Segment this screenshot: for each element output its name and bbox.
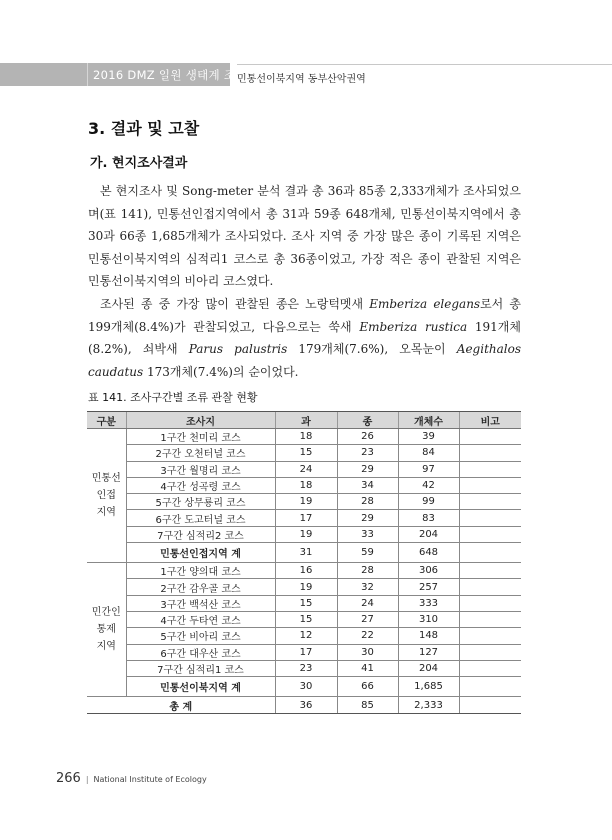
header-divider bbox=[237, 64, 612, 65]
family-count: 15 bbox=[275, 611, 337, 627]
column-header: 개체수 bbox=[398, 412, 459, 429]
note bbox=[459, 510, 521, 526]
site-name: 2구간 감우골 코스 bbox=[126, 579, 275, 595]
region-label-line: 민간인 bbox=[91, 607, 121, 619]
species-count: 26 bbox=[337, 429, 398, 445]
note bbox=[459, 477, 521, 493]
column-header: 구분 bbox=[87, 412, 126, 429]
site-name: 2구간 오천터널 코스 bbox=[126, 445, 275, 461]
individual-count: 84 bbox=[398, 445, 459, 461]
site-name: 1구간 양의대 코스 bbox=[126, 563, 275, 579]
table-row bbox=[87, 563, 521, 579]
note bbox=[459, 579, 521, 595]
site-name: 6구간 대우산 코스 bbox=[126, 644, 275, 660]
note bbox=[459, 644, 521, 660]
site-name: 민통선이북지역 계 bbox=[126, 677, 275, 697]
total-label: 총 계 bbox=[87, 697, 275, 714]
species-count: 32 bbox=[337, 579, 398, 595]
species-count: 22 bbox=[337, 628, 398, 644]
table-row bbox=[87, 445, 521, 461]
species-name: Parus palustris bbox=[188, 342, 288, 356]
footer-separator: | bbox=[85, 775, 89, 784]
note bbox=[459, 628, 521, 644]
species-count: 59 bbox=[337, 543, 398, 563]
species-count: 30 bbox=[337, 644, 398, 660]
note bbox=[459, 611, 521, 627]
region-label bbox=[87, 429, 126, 563]
table-row bbox=[87, 579, 521, 595]
page-number: 266 bbox=[56, 771, 81, 786]
table-row bbox=[87, 595, 521, 611]
species-count: 41 bbox=[337, 660, 398, 676]
header-series-title: 2016 DMZ 일원 생태계 조사 bbox=[93, 68, 247, 82]
header-chapter-title: 민통선이북지역 동부산악권역 bbox=[237, 74, 366, 85]
region-label-line: 통제 bbox=[96, 624, 116, 636]
note bbox=[459, 429, 521, 445]
note bbox=[459, 445, 521, 461]
text: 191개체(8.2%), 쇠박새 bbox=[88, 319, 521, 356]
site-name: 7구간 심적리1 코스 bbox=[126, 660, 275, 676]
individual-count: 204 bbox=[398, 660, 459, 676]
column-header: 비고 bbox=[459, 412, 521, 429]
species-count: 28 bbox=[337, 494, 398, 510]
subsection-title: 가. 현지조사결과 bbox=[90, 156, 188, 171]
individual-count: 648 bbox=[398, 543, 459, 563]
site-name: 3구간 백석산 코스 bbox=[126, 595, 275, 611]
species-count: 29 bbox=[337, 510, 398, 526]
family-count: 24 bbox=[275, 461, 337, 477]
family-count: 16 bbox=[275, 563, 337, 579]
text: 조사된 종 중 가장 많이 관찰된 종은 노랑턱멧새 bbox=[100, 297, 370, 311]
text: 173개체(7.4%)의 순이었다. bbox=[143, 364, 299, 379]
table-row bbox=[87, 494, 521, 510]
region-label bbox=[87, 563, 126, 697]
individual-count: 39 bbox=[398, 429, 459, 445]
individual-count: 310 bbox=[398, 611, 459, 627]
section-title: 3. 결과 및 고찰 bbox=[88, 119, 200, 138]
table-row bbox=[87, 611, 521, 627]
footer-organization: National Institute of Ecology bbox=[93, 775, 207, 784]
species-count: 24 bbox=[337, 595, 398, 611]
individual-count: 127 bbox=[398, 644, 459, 660]
family-count: 18 bbox=[275, 429, 337, 445]
table-row bbox=[87, 429, 521, 445]
text: 로서 총 199개체(8.4%)가 관찰되었고, 다음으로는 쑥새 bbox=[88, 297, 521, 334]
family-count: 15 bbox=[275, 595, 337, 611]
table-header-row bbox=[87, 412, 521, 429]
table-row bbox=[87, 628, 521, 644]
species-name: Emberiza rustica bbox=[359, 319, 468, 334]
family-count: 30 bbox=[275, 677, 337, 697]
site-name: 4구간 두타연 코스 bbox=[126, 611, 275, 627]
family-count: 17 bbox=[275, 644, 337, 660]
family-count: 17 bbox=[275, 510, 337, 526]
site-name: 5구간 비아리 코스 bbox=[126, 628, 275, 644]
individual-count: 204 bbox=[398, 526, 459, 542]
species-count: 27 bbox=[337, 611, 398, 627]
site-name: 4구간 성곡령 코스 bbox=[126, 477, 275, 493]
region-label-line: 인접 bbox=[96, 490, 116, 502]
species-count: 34 bbox=[337, 477, 398, 493]
individual-count: 1,685 bbox=[398, 677, 459, 697]
table-row bbox=[87, 526, 521, 542]
note bbox=[459, 526, 521, 542]
individual-count: 99 bbox=[398, 494, 459, 510]
note bbox=[459, 677, 521, 697]
paragraph-dominant-species bbox=[88, 293, 521, 383]
family-count: 18 bbox=[275, 477, 337, 493]
column-header: 과 bbox=[275, 412, 337, 429]
site-name: 6구간 도고터널 코스 bbox=[126, 510, 275, 526]
species-name: Aegithalos caudatus bbox=[88, 342, 521, 379]
species-count: 29 bbox=[337, 461, 398, 477]
site-name: 5구간 상무룡리 코스 bbox=[126, 494, 275, 510]
table-caption: 표 141. 조사구간별 조류 관찰 현황 bbox=[88, 391, 258, 404]
individual-count: 2,333 bbox=[398, 697, 459, 714]
note bbox=[459, 563, 521, 579]
region-label-line: 민통선 bbox=[91, 473, 121, 485]
region-label-line: 지역 bbox=[96, 507, 116, 519]
family-count: 31 bbox=[275, 543, 337, 563]
note bbox=[459, 494, 521, 510]
page-footer bbox=[56, 771, 207, 786]
table-row bbox=[87, 461, 521, 477]
table-row bbox=[87, 477, 521, 493]
individual-count: 83 bbox=[398, 510, 459, 526]
family-count: 19 bbox=[275, 579, 337, 595]
family-count: 12 bbox=[275, 628, 337, 644]
note bbox=[459, 660, 521, 676]
site-name: 민통선인접지역 계 bbox=[126, 543, 275, 563]
total-row bbox=[87, 697, 521, 714]
site-name: 1구간 천미리 코스 bbox=[126, 429, 275, 445]
site-name: 3구간 월명리 코스 bbox=[126, 461, 275, 477]
subtotal-row bbox=[87, 543, 521, 563]
table-row bbox=[87, 644, 521, 660]
paragraph-summary: 본 현지조사 및 Song-meter 분석 결과 총 36과 85종 2,333개체가 조사되었으며(표 141), 민통선인접지역에서 총 31과 59종 648개체, 민통선이북지역에서 총 30과 66종 1,685개체가 조사되었다. 조사 지역 중 가장 많은 종이 기록된 지역은 민통선이북지역의 심적리1 코스로 총 36종이었고, 가장 적은 종이 관찰된 지역은 민통선이북지역의 비아리 코스였다. bbox=[88, 184, 521, 288]
individual-count: 257 bbox=[398, 579, 459, 595]
table-row bbox=[87, 660, 521, 676]
species-count: 28 bbox=[337, 563, 398, 579]
note bbox=[459, 461, 521, 477]
species-count: 85 bbox=[337, 697, 398, 714]
note bbox=[459, 543, 521, 563]
site-name: 7구간 심적리2 코스 bbox=[126, 526, 275, 542]
species-count: 66 bbox=[337, 677, 398, 697]
subtotal-row bbox=[87, 677, 521, 697]
text: 179개체(7.6%), 오목눈이 bbox=[287, 342, 457, 356]
species-count: 23 bbox=[337, 445, 398, 461]
region-label-line: 지역 bbox=[96, 641, 116, 653]
column-header: 종 bbox=[337, 412, 398, 429]
note bbox=[459, 697, 521, 714]
family-count: 36 bbox=[275, 697, 337, 714]
family-count: 23 bbox=[275, 660, 337, 676]
individual-count: 333 bbox=[398, 595, 459, 611]
individual-count: 97 bbox=[398, 461, 459, 477]
family-count: 19 bbox=[275, 494, 337, 510]
species-name: Emberiza elegans bbox=[369, 297, 481, 311]
column-header: 조사지 bbox=[126, 412, 275, 429]
bird-observation-table bbox=[87, 411, 521, 714]
individual-count: 42 bbox=[398, 477, 459, 493]
note bbox=[459, 595, 521, 611]
table-row bbox=[87, 510, 521, 526]
individual-count: 148 bbox=[398, 628, 459, 644]
individual-count: 306 bbox=[398, 563, 459, 579]
family-count: 15 bbox=[275, 445, 337, 461]
family-count: 19 bbox=[275, 526, 337, 542]
species-count: 33 bbox=[337, 526, 398, 542]
